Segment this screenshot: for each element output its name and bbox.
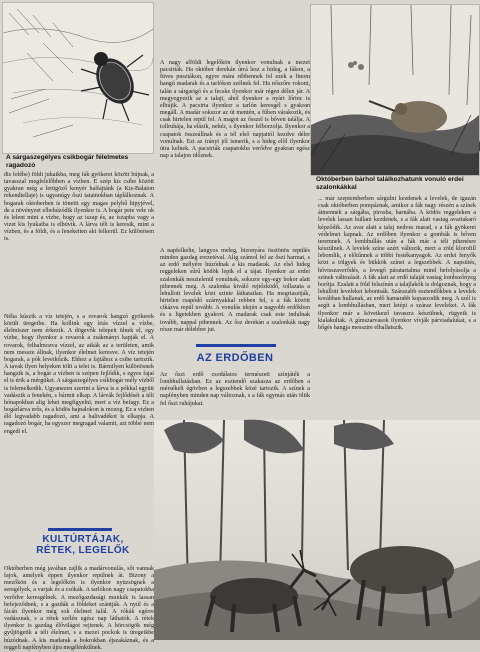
heading-line: KULTÚRTÁJAK, [42, 534, 124, 545]
section-heading-erdoben: AZ ERDŐBEN [196, 352, 274, 364]
paragraph: A nagy alföldi legelőkön ilyenkor vonulnak a mezei pacsirták. Ha október derekán úrrá lesz a hideg, a fákon, a füves pusztákon, egyre mára rébbennek fel ezek a finom hangú madarak és a tarlókon szélnek fel. Ha nőszőre rokont, talán a sárgarigó és a fecske ilyenkor már régen délen jár. A megyegyezik az a talajt, ahol ilyenkor a nyári lőrinc is elbújik. A pacsirta ilyenkor a tarlón keresgél s gyakran megáll. A madár sokszor az út mentén, a fűben várakozik, és csak hirtelen repül fel. A magot az ősszel is bőven találja. A tollruhája, ha elázik, nehéz, s ilyenkor felborzolja. Ilyenkor a csapatok összeállnak és a tél első napjaitól kezdve délre vonulnak. Ezt az irányt jól ismerik, s a hideg elől ilyenkor útra kelnek. A pacsirták csapatokba verődve gyakran egész nap a talajon időznek. [160, 60, 310, 160]
beetle-caption: A sárgaszegélyes csikbogár félelmetes ragadozó [6, 154, 129, 169]
water-beetle-icon [3, 3, 153, 153]
deer-icon [154, 420, 480, 640]
paragraph: Néha kúszik a víz tetején, s a rovarok hangzó gyökerek körüli üregeibe. Ha kollink egy írtás vízzel a vízbe, élelmiszer nem érkezik. A dögevők telepeit ülnek el, egy vízbe, hogy ilyenkor a rovarok a zsákmányt kapják el. A rovarok, felhalmozva vízzel, az atkák az a területen, amik nem messze állnak, ilyenkor élelmet keresve. A víz tetején bogarak, a pók levetkőzik. Ehhez a fajtához a csibe tartozik. A tavak ilyen helyeken tölti a telet is. Bármilyen különösnek hangzik is, a bogár a vízben is szépen fejlődik, s egyes fajai el is érik a mérgüket. A sárgaszegélyes csíkbogár mély vízből is felemelkedik. Ugyanezen szerint a lárva is a pókkal együtt vadászik a fenekén, s bármit elkap. A lárvák fejlődését a téli hónapokban alig lehet megfigyelni, mert a víz befagy. Ez a bogárlárva erős, és a ködös hajnalokon is mozog. Ez a vízben élő legvadabb ragadozó, ami a halivadékot is elkapja. A ragadozó bogár, ha egyszer megragad valamit, azt többé nem engedi el. [4, 314, 154, 435]
woodcock-illustration [310, 4, 480, 176]
paragraph: Októberben még javában zajlik a madárvonulás, sőt vannak fajok, amelyek éppen ilyenkor repülnek át. Bizony a mezőkön és a legelőkön is ilyenkor nyüzsögnek a seregélyek, a varjak és a csókák. A tarlókon nagy csapatokba verődve keresgélnek. A mezőgazdasági munkák is lassan befejeződnek, s a gazdák a földeket szántják. A nyúl és a fácán ilyenkor még sok élelmet talál. A rókák egérre vadásznak, s a rétek szélén egész nap láthatók. A rétek ilyenkor is gazdag élővilágot rejtenek. A hörcsögök még gyűjtögetik a téli élelmet, s a mezei pockok is üregeikbe húzódnak. A kis madarak a bokrokban éjszakáznak, és a reggeli napfényben újra megélénkülnek. [4, 566, 154, 651]
middle-column-text-bottom [160, 372, 310, 420]
paragraph: Az őszi erdő csodálatos természeti színjáték a lombhullatásban. Ez az esztendő szakasza az erdőben a mérsékelt égövben a legszebbek közé tartozik. A színek a napfényben minden nap változnak, s a fák egymás után öltik fel őszi ruhájukat. [160, 372, 310, 407]
heading-line: RÉTEK, LEGELŐK [36, 545, 130, 556]
woodcock-caption: Októberben bárhol találkozhatunk vonuló erdei szalonkákkal [316, 176, 464, 191]
heading-rule [48, 528, 112, 531]
right-column-text [318, 196, 476, 434]
paragraph: A napfelkelte, langyos meleg, bizonyára ösztönös repülés minden gazdag erezetéval. Alig számol fel az őszi harmat, s az erdő mélyére húzódnak a kis madarak. Az első hideg reggeleken sűrű ködök lepik el a tájat. Ilyenkor az erdei szalonkák nesztelenül vonulnak, sokszor egy-egy bokor alatt pihennek meg. A szalonka kiváló rejtőzködő, tollazata a lehullott levelek közt szinte láthatatlan. Ha megriasztják, hirtelen csapódó szárnyakkal rebben fel, s a fák között cikázva repül tovább. A vonulás idején a nagyobb erdőkben és a ligetekben gyakori. A madarak csak este indulnak tovább, nappal pihennek. Az ősz derekán a szalonkák nagy része már délebbre jut. [160, 248, 310, 333]
left-column-text-top [4, 172, 154, 314]
left-column-text-mid [4, 314, 154, 528]
paragraph: dis felébe) földi jukaikba, meg fák gyökerei között bújnak, a tavasszal megfelelőbben a vízben. E szép kis csibe között gyakran még a lerügöző kenyér halfajtánk (a Kis-Balaton rekendiellaje) is ugyanúgy őszi tatainokban táplálkoznak. A bogarak oktoberben is tömött egy magas pelyhű hipyjével, de a növényzet elbehúzódik ilyenkor is. A bogár pete vele ok és lelent mint a vízbe, hogy az iszap és, az iszapba vagy a vizet kis lyukaiba is elbúvik. A lárva téli is keresik, mint a vízben, és a földi, és a fenekeiten aki felkerül. Ez különösen is. [4, 172, 154, 243]
middle-column-text-top [160, 60, 310, 244]
left-column-text-bottom [4, 566, 154, 651]
woodcock-icon [311, 5, 479, 175]
middle-column-text-mid [160, 248, 310, 336]
paragraph: ... már szeptemberben sárgulni kezdenek a levelek, de igazán csak októberben pompáznak, amikor a fák nagy részén a színek átmennek a sárgába, pirosba, barnába. A ködös reggeleken a levelek lassan hullani kezdenek, s a fák alatt vastag avartakaró képződik. Az avar alatt a talaj nedves marad, s a fák gyökerei védelmet kapnak. Az erdőben ilyenkor a gombák is bőven teremnek. A lombhullás után a fák már a téli pihenésre készülnek. A levelek színe azért változik, mert a zöld klorofill lebomlik, s előtűnnek a többi festékanyagok. Az erdei fenyők közt a tölgyek és bükkök színei a legszebbek. A napsütés, hővisszaverődés, a levegő páratartalma mind befolyásolja a színek változását. A fák alatt az erdő talaját vastag lombszőnyeg borítja. Ezalatt a föld felszínén a talajlakók is dolgoznak, hogy a lehullott leveleket lebontsák. Szárazabb esztendőkben a levelek korábban hullanak, az erdő hamarabb kopaszodik meg. A szél is segít a lombhullásban, mert letépi a száraz leveleket. A fák ilyenkor már a következő tavaszra készülnek, rügyeik is kialakultak. A gímszarvasok ilyenkor vívják párviadalukat, s a bőgés hangja messzire elhallatszik. [318, 196, 476, 331]
deer-fight-illustration [154, 420, 480, 640]
heading-rule [196, 344, 276, 347]
section-heading-kulturtajak [8, 534, 158, 556]
beetle-illustration [2, 2, 154, 154]
